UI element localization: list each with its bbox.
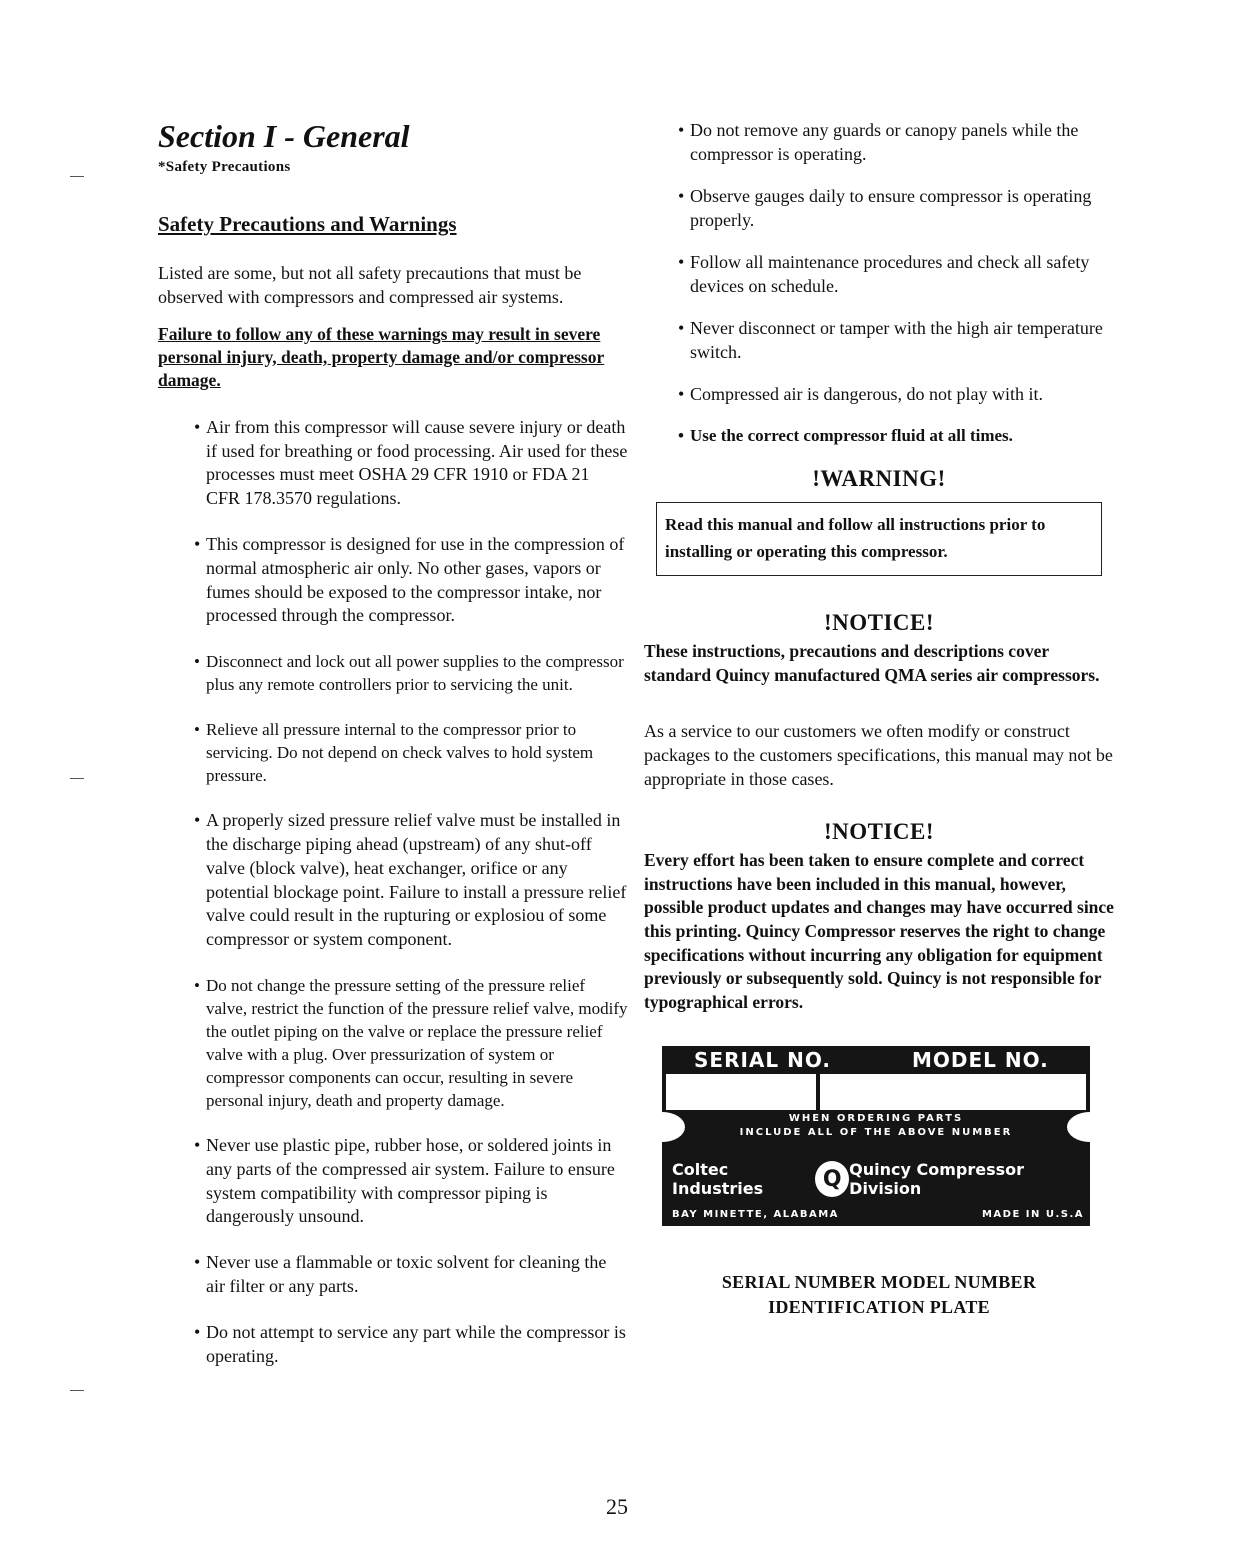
- bullet-icon: •: [678, 318, 685, 338]
- bullet-icon: •: [194, 416, 201, 437]
- notice-body: Every effort has been taken to ensure complete and correct instructions have been included in this manual, however, possible product updates and changes may have occurred since this printing. Quincy Compressor reserves the right to change specifications without incurring any obligation for equipment previously or subsequently sold. Quincy is not responsible for typographical errors.: [644, 850, 1114, 1012]
- warning-box: Read this manual and follow all instructions prior to installing or operating this compressor.: [656, 502, 1102, 576]
- model-field: [820, 1074, 1086, 1110]
- left-bullet-list: [158, 416, 628, 1369]
- safety-heading: Safety Precautions and Warnings: [158, 211, 457, 236]
- company-left: Coltec Industries: [672, 1160, 764, 1199]
- bullet-icon: •: [194, 975, 200, 995]
- bullet-icon: •: [194, 720, 200, 740]
- bullet-icon: •: [678, 252, 685, 272]
- list-item: • Use the correct compressor fluid at all times.: [644, 424, 1114, 448]
- intro-text: Listed are some, but not all safety precautions that must be observed with compressors and compressed air systems.: [158, 262, 582, 307]
- bullet-icon: •: [194, 1252, 201, 1273]
- bullet-icon: •: [678, 426, 684, 445]
- list-item: • Relieve all pressure internal to the compressor prior to servicing. Do not depend on check valves to hold system pressure.: [194, 720, 594, 786]
- order-notice: WHEN ORDERING PARTS INCLUDE ALL OF THE ABOVE NUMBER: [739, 1113, 1013, 1139]
- notice-title: !NOTICE!: [823, 819, 935, 845]
- plate-location: BAY MINETTE, ALABAMA: [672, 1209, 839, 1221]
- right-column: [644, 118, 1114, 1320]
- list-item: • Do not remove any guards or canopy panels while the compressor is operating.: [678, 120, 1079, 164]
- right-bullet-list: [644, 118, 1114, 448]
- list-item: • Never disconnect or tamper with the high air temperature switch.: [678, 318, 1103, 362]
- list-item: • Do not attempt to service any part while the compressor is operating.: [194, 1321, 626, 1366]
- warning-title: !WARNING!: [812, 466, 946, 491]
- model-label: MODEL NO.: [912, 1048, 1049, 1073]
- plate-footer: [672, 1209, 1084, 1220]
- margin-mark: [70, 778, 84, 779]
- serial-field: [666, 1074, 816, 1110]
- list-item: • A properly sized pressure relief valve must be installed in the discharge piping ahead (upstream) of any shut-off valve (block valve), heat exchanger, orifice or any potential blockage point. Failure to install a pressure relief valve could result in the rupturing or explosiou of some compressor or system component.: [194, 810, 627, 950]
- list-item: • Disconnect and lock out all power supplies to the compressor plus any remote controllers prior to servicing the unit.: [194, 652, 624, 695]
- section-title: Section I - General: [158, 118, 410, 154]
- company-right: Quincy Compressor Division: [849, 1160, 1025, 1199]
- bullet-icon: •: [678, 384, 685, 404]
- list-item: • Follow all maintenance procedures and check all safety devices on schedule.: [678, 252, 1090, 296]
- service-text: As a service to our customers we often modify or construct packages to the customers specifications, this manual may not be appropriate in those cases.: [644, 721, 1113, 790]
- list-item: • Never use plastic pipe, rubber hose, or soldered joints in any parts of the compressed air system. Failure to ensure system compatibility with compressor piping is dangerously unsound.: [194, 1134, 615, 1227]
- serial-label: SERIAL NO.: [694, 1048, 831, 1073]
- bullet-icon: •: [194, 1134, 201, 1155]
- identification-plate: [662, 1046, 1090, 1226]
- plate-company: [672, 1160, 1086, 1198]
- bullet-icon: •: [194, 533, 201, 554]
- notice-body: These instructions, precautions and descriptions cover standard Quincy manufactured QMA series air compressors.: [644, 641, 1100, 685]
- page-number: 25: [606, 1494, 628, 1519]
- list-item: • Compressed air is dangerous, do not play with it.: [678, 384, 1043, 404]
- list-item: • Observe gauges daily to ensure compressor is operating properly.: [678, 186, 1092, 230]
- plate-caption: SERIAL NUMBER MODEL NUMBER IDENTIFICATION PLATE: [721, 1272, 1037, 1318]
- list-item: • Never use a flammable or toxic solvent for cleaning the air filter or any parts.: [194, 1252, 607, 1296]
- notice-title: !NOTICE!: [823, 610, 935, 635]
- list-item: • Do not change the pressure setting of the pressure relief valve, restrict the function of the pressure relief valve, modify the outlet piping on the valve or replace the pressure relief valve with a plug. Over pressurization of system or compressor components can occur, resulting in severe personal injury, death and property damage.: [194, 975, 628, 1110]
- section-subtitle: *Safety Precautions: [158, 158, 291, 175]
- left-column: [158, 118, 628, 1390]
- margin-mark: [70, 1390, 84, 1391]
- failure-warning: Failure to follow any of these warnings may result in severe personal injury, death, property damage and/or compressor damage.: [158, 323, 605, 390]
- list-item: • This compressor is designed for use in the compression of normal atmospheric air only. No other gases, vapors or fumes should be exposed to the compressor intake, nor processed through the compressor.: [194, 533, 625, 626]
- quincy-logo-icon: Q: [815, 1161, 849, 1197]
- bullet-icon: •: [194, 810, 201, 831]
- list-item: • Air from this compressor will cause severe injury or death if used for breathing or food processing. Air used for these processes must meet OSHA 29 CFR 1910 or FDA 21 CFR 178.3570 regulations.: [194, 416, 628, 509]
- bullet-icon: •: [678, 120, 685, 140]
- bullet-icon: •: [194, 1321, 201, 1342]
- bullet-icon: •: [678, 186, 685, 206]
- margin-mark: [70, 176, 84, 177]
- bullet-icon: •: [194, 652, 200, 672]
- plate-header: [662, 1046, 1090, 1072]
- plate-made-in: MADE IN U.S.A: [981, 1209, 1084, 1221]
